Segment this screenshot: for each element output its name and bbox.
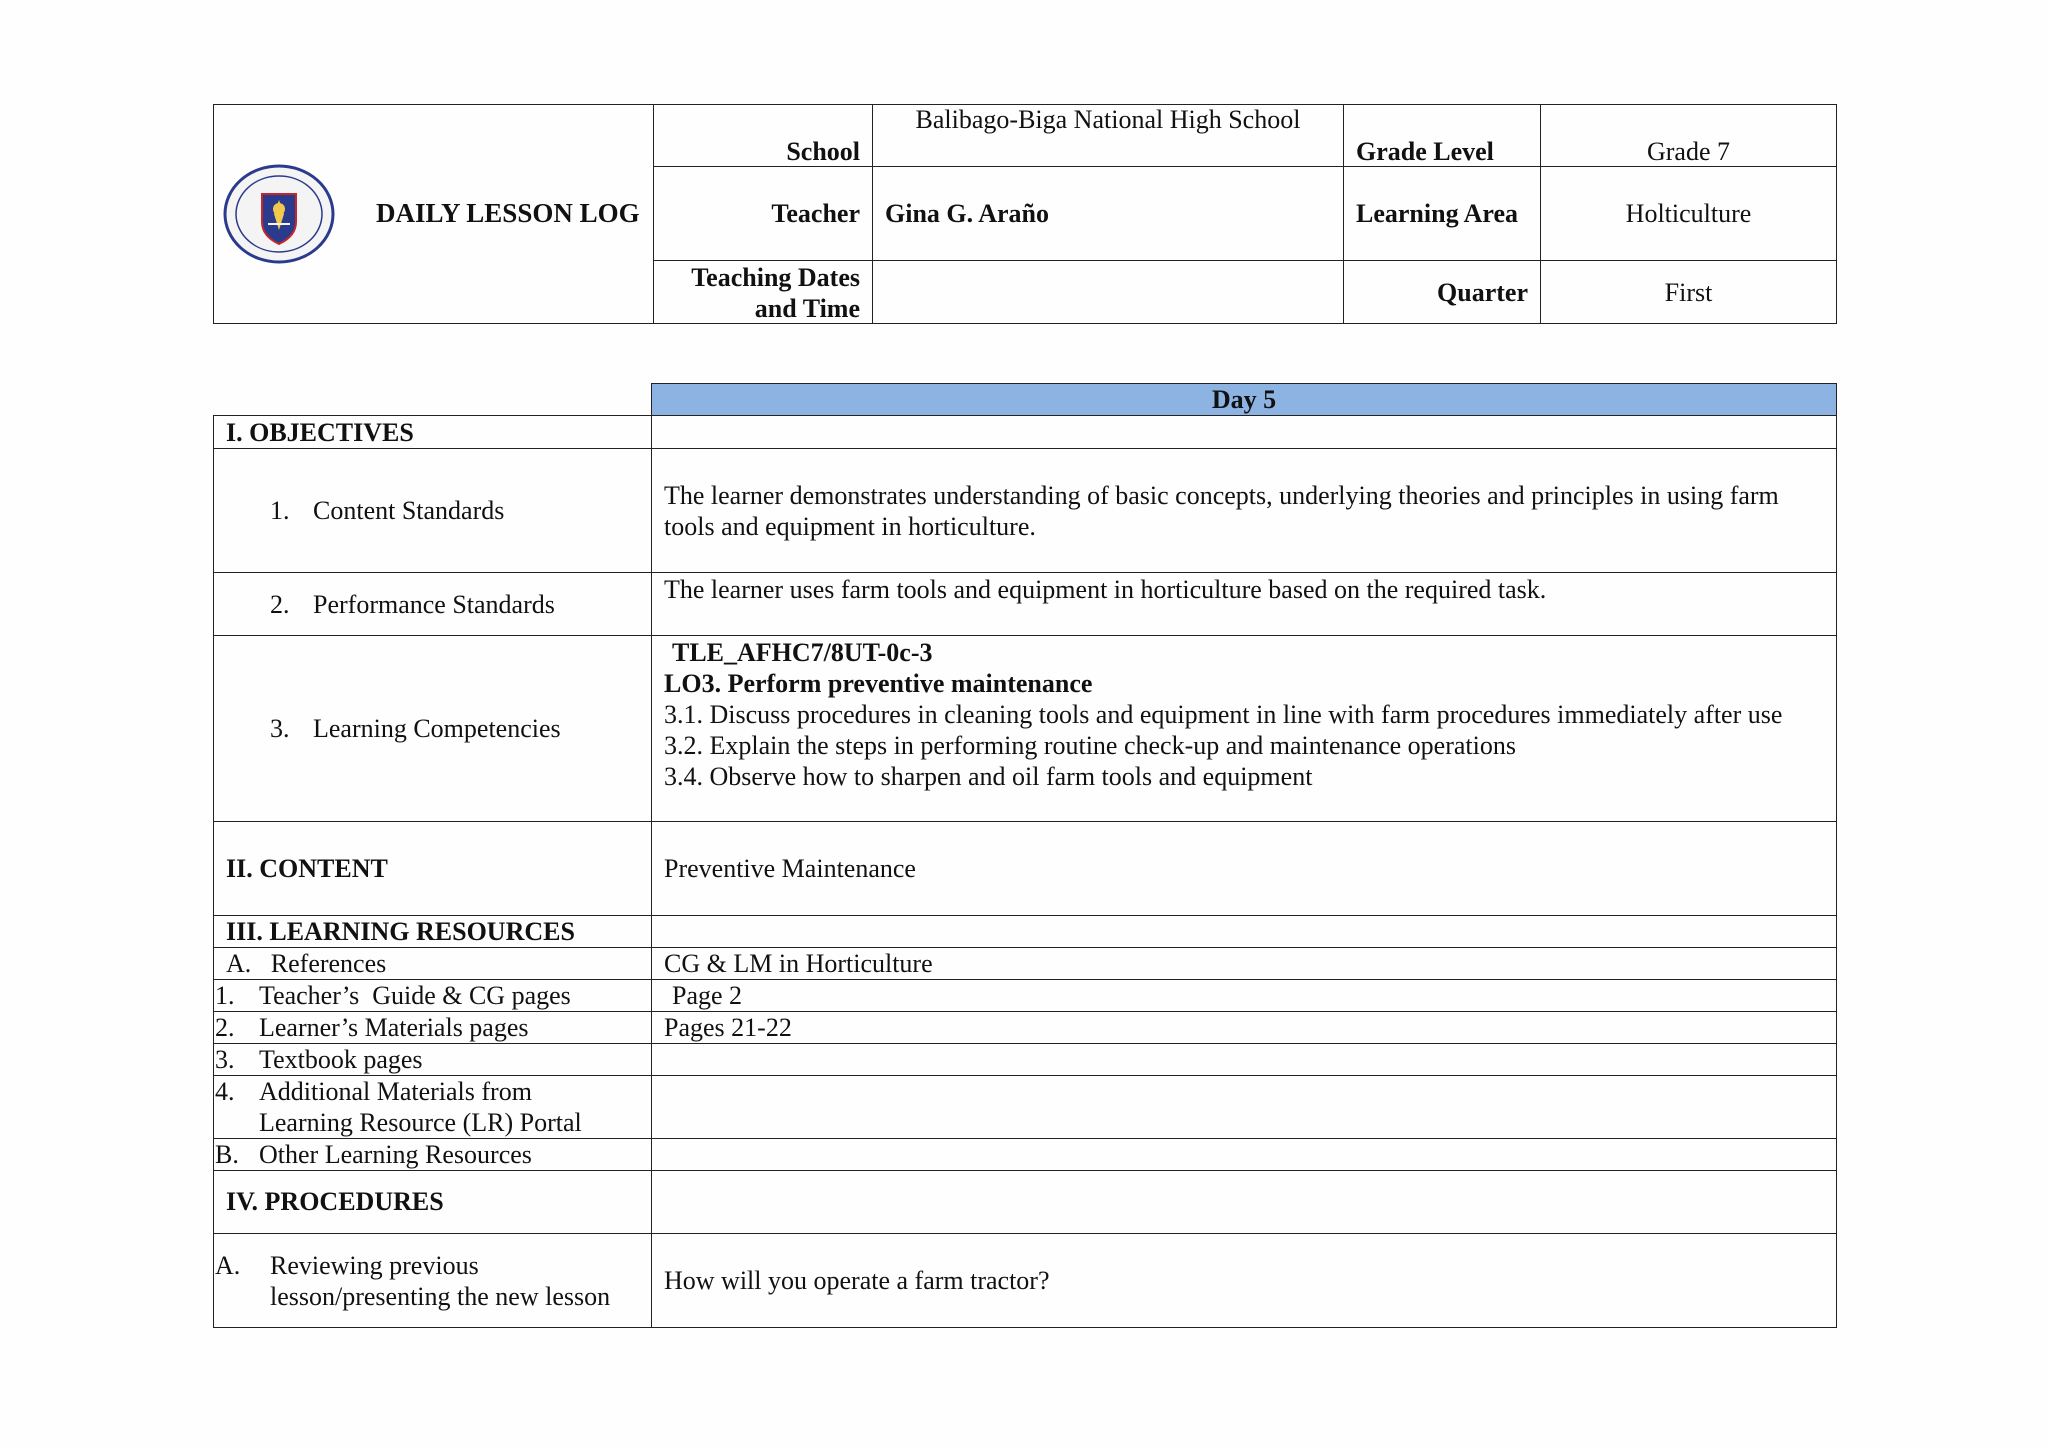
deped-seal-logo bbox=[222, 164, 336, 264]
performance-standards-label: Performance Standards bbox=[313, 590, 555, 619]
teacher-label: Teacher bbox=[771, 199, 860, 228]
additional-label-line2: Learning Resource (LR) Portal bbox=[259, 1108, 582, 1137]
quarter-label: Quarter bbox=[1437, 278, 1528, 307]
other-label: Other Learning Resources bbox=[259, 1140, 532, 1169]
grade-level-value: Grade 7 bbox=[1646, 137, 1730, 166]
quarter-value: First bbox=[1664, 278, 1713, 307]
reviewing-label-line1: Reviewing previous bbox=[270, 1251, 479, 1280]
competency-item: 3.4. Observe how to sharpen and oil farm tools and equipment bbox=[664, 762, 1313, 791]
textbook-label: Textbook pages bbox=[259, 1045, 423, 1074]
tg-number: 1. bbox=[215, 981, 235, 1010]
additional-number: 4. bbox=[215, 1077, 235, 1106]
dates-label-line1: Teaching Dates bbox=[691, 263, 860, 292]
reviewing-number: A. bbox=[215, 1251, 241, 1280]
reviewing-value: How will you operate a farm tractor? bbox=[664, 1266, 1050, 1295]
additional-label-line1: Additional Materials from bbox=[259, 1077, 532, 1106]
resources-right-cell bbox=[651, 915, 1837, 948]
teacher-value: Gina G. Araño bbox=[885, 199, 1049, 228]
competencies-number: 3. bbox=[270, 714, 290, 743]
dates-label-line2: and Time bbox=[754, 294, 860, 323]
performance-standards-text: The learner uses farm tools and equipment in horticulture based on the required task. bbox=[664, 575, 1547, 604]
lm-number: 2. bbox=[215, 1013, 235, 1042]
school-label: School bbox=[786, 137, 860, 166]
document-title: DAILY LESSON LOG bbox=[376, 198, 640, 228]
other-number: B. bbox=[215, 1140, 239, 1169]
learning-area-value: Holticulture bbox=[1625, 199, 1752, 228]
competencies-lo: LO3. Perform preventive maintenance bbox=[664, 669, 1093, 698]
competency-item: 3.2. Explain the steps in performing routine check-up and maintenance operations bbox=[664, 731, 1516, 760]
dates-value-cell bbox=[872, 260, 1344, 324]
references-label: A. References bbox=[226, 949, 387, 978]
textbook-value-cell bbox=[651, 1043, 1837, 1076]
additional-value-cell bbox=[651, 1075, 1837, 1139]
content-value: Preventive Maintenance bbox=[664, 854, 916, 883]
lm-value-cell bbox=[651, 1011, 1837, 1044]
content-heading: II. CONTENT bbox=[226, 854, 388, 883]
day-header: Day 5 bbox=[1211, 385, 1277, 414]
content-standards-label: Content Standards bbox=[313, 496, 505, 525]
references-value: CG & LM in Horticulture bbox=[664, 949, 933, 978]
lm-value: Pages 21-22 bbox=[664, 1013, 792, 1042]
tg-label: Teacher’s Guide & CG pages bbox=[259, 981, 571, 1010]
lm-label: Learner’s Materials pages bbox=[259, 1013, 529, 1042]
procedures-right-cell bbox=[651, 1170, 1837, 1234]
grade-level-label: Grade Level bbox=[1356, 137, 1494, 166]
procedures-heading: IV. PROCEDURES bbox=[226, 1187, 444, 1216]
content-standards-number: 1. bbox=[270, 496, 290, 525]
competency-item: 3.1. Discuss procedures in cleaning tools and equipment in line with farm procedures immediately after use bbox=[664, 700, 1783, 729]
competencies-label: Learning Competencies bbox=[313, 714, 561, 743]
objectives-right-cell bbox=[651, 415, 1837, 449]
other-value-cell bbox=[651, 1138, 1837, 1171]
objectives-heading: I. OBJECTIVES bbox=[226, 418, 414, 447]
competencies-code: TLE_AFHC7/8UT-0c-3 bbox=[672, 638, 933, 667]
learning-area-label: Learning Area bbox=[1356, 199, 1519, 228]
school-value: Balibago-Biga National High School bbox=[915, 105, 1301, 134]
performance-standards-number: 2. bbox=[270, 590, 290, 619]
reviewing-label-line2: lesson/presenting the new lesson bbox=[270, 1282, 611, 1311]
textbook-number: 3. bbox=[215, 1045, 235, 1074]
tg-value-cell bbox=[651, 979, 1837, 1012]
content-standards-text-line1: The learner demonstrates understanding of basic concepts, underlying theories and principles in using farm bbox=[664, 481, 1779, 510]
content-standards-text-line2: tools and equipment in horticulture. bbox=[664, 512, 1036, 541]
tg-value: Page 2 bbox=[672, 981, 743, 1010]
resources-heading: III. LEARNING RESOURCES bbox=[226, 917, 575, 946]
